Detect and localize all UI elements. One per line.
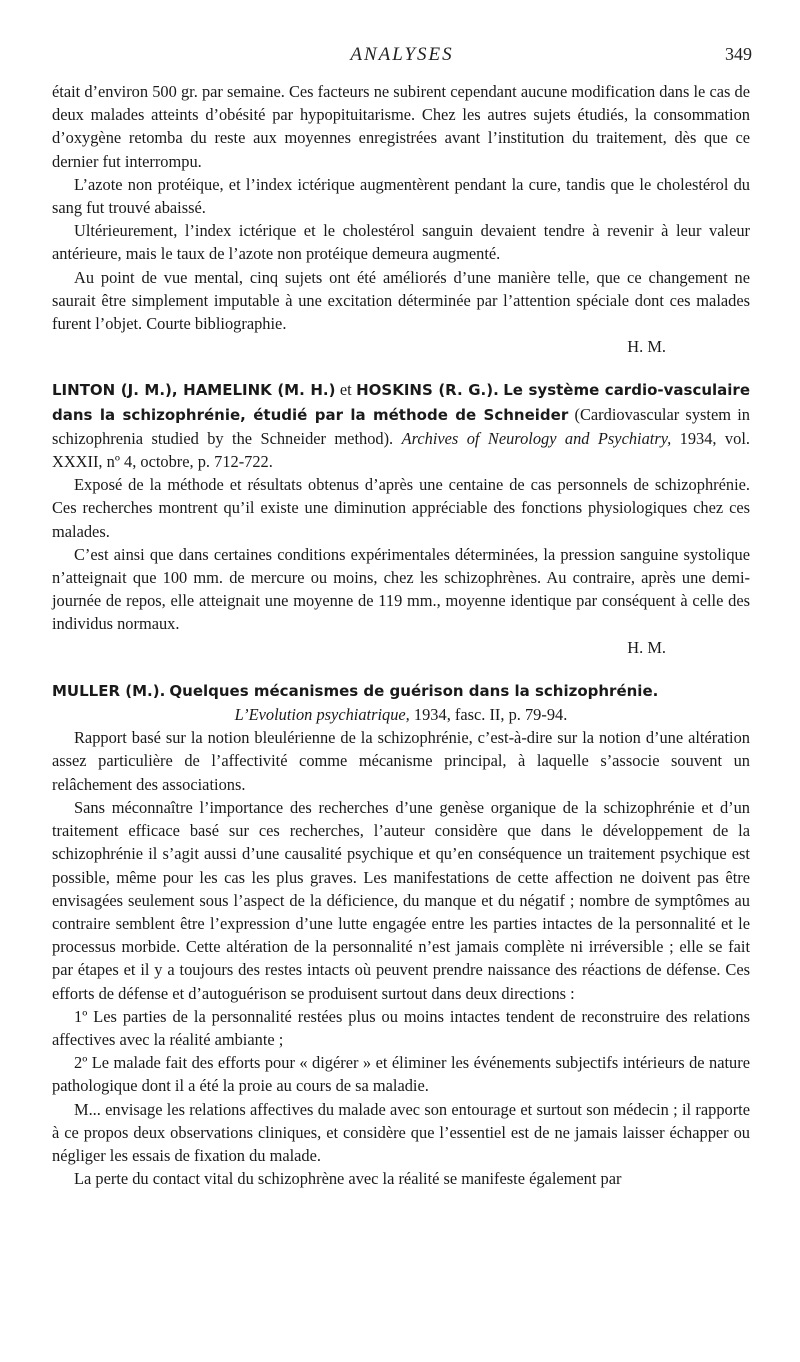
entry-paragraph-1: Exposé de la méthode et résultats obtenus d’après une centaine de cas personnels de schizophrénie. Ces recherches montrent qu’il existe une diminution appréciable des fonctions physiologiques chez ces malades.	[52, 475, 750, 541]
intro-signature: H. M.	[627, 337, 666, 357]
page-number: 349	[725, 44, 752, 64]
intro-paragraph-1: était d’environ 500 gr. par semaine. Ces facteurs ne subirent cependant aucune modification dans le cas de deux malades atteints d’obésité par hypopituitarisme. Chez les autres sujets étudiés, la consommation d’oxygène retomba du reste aux moyennes enregistrées avant l’institution du traitement, dès que ce dernier fut interrompu.	[52, 82, 750, 171]
entry-paragraph-4: 2º Le malade fait des efforts pour « digérer » et éliminer les événements subjectifs intérieurs de nature pathologique dont il a été la proie au cours de sa maladie.	[52, 1053, 750, 1096]
entry-paragraph-5: M... envisage les relations affectives du malade avec son entourage et surtout son médecin ; il rapporte à ce propos deux observations cliniques, et considère que l’essentiel est de ne jamais laisser échapper ou négliger les essais de fixation du malade.	[52, 1099, 750, 1165]
entry-signature: H. M.	[627, 637, 666, 657]
entry-authors-join: et	[335, 380, 357, 400]
entry-journal: Archives of Neurology and Psychiatry,	[401, 428, 672, 448]
intro-paragraph-2: L’azote non protéique, et l’index ictérique augmentèrent pendant la cure, tandis que le cholestérol du sang fut trouvé abaissé.	[52, 174, 750, 218]
review-entry-muller	[52, 679, 750, 1190]
entry-authors-a: LINTON (J. M.), HAMELINK (M. H.)	[52, 381, 336, 400]
entry-translation: (Cardiovascular system in schizophrenia studied by the Schneider method).	[52, 404, 750, 448]
page-body	[52, 80, 750, 1190]
entry-author: MULLER (M.).	[52, 681, 166, 700]
entry-authors-b: HOSKINS (R. G.).	[356, 381, 499, 400]
entry-heading	[52, 378, 750, 473]
entry-citation: 1934, vol. XXXII, nº 4, octobre, p. 712-722.	[52, 428, 750, 472]
entry-paragraph-1: Rapport basé sur la notion bleulérienne de la schizophrénie, c’est-à-dire sur la notion d’une altération assez particulière de l’affectivité comme mécanisme principal, à laquelle s’associe souvent un relâchement des associations.	[52, 728, 750, 794]
entry-paragraph-2: Sans méconnaître l’importance des recherches d’une genèse organique de la schizophrénie et d’un traitement efficace basé sur ces recherches, l’auteur considère que dans le développement de la schizophrénie il s’agit aussi d’une causalité psychique et qu’en conséquence un traitement psychique est possible, même pour les cas les plus graves. Les manifestations de cette affection ne doivent pas être envisagées seulement sous l’aspect de la déficience, du manque et du négatif ; nombre de symptômes au contraire semblent être l’expression d’une lutte engagée entre les parties intactes de la personnalité et le processus morbide. Cette altération de la personnalité n’est jamais complète ni irréversible ; elle se fait par étapes et il y a toujours des restes intacts où peuvent prendre naissance des réactions de défense. Ces efforts de défense et d’autoguérison se produisent surtout dans deux directions :	[52, 797, 750, 1003]
entry-citation: 1934, fasc. II, p. 79-94.	[413, 705, 568, 725]
page-header	[52, 44, 752, 74]
entry-heading	[52, 679, 750, 726]
entry-title: Quelques mécanismes de guérison dans la schizophrénie.	[169, 681, 659, 700]
intro-paragraph-4: Au point de vue mental, cinq sujets ont été améliorés d’une manière telle, que ce changement ne saurait être simplement imputable à une excitation déterminée par l’attention spéciale dont ces malades furent l’objet. Courte bibliographie.	[52, 267, 750, 334]
entry-journal: L’Evolution psychiatrique,	[234, 705, 410, 725]
entry-paragraph-2: C’est ainsi que dans certaines conditions expérimentales déterminées, la pression sanguine systolique n’atteignait que 100 mm. de mercure ou moins, chez les schizophrènes. Au contraire, après une demi-journée de repos, elle atteignait une moyenne de 119 mm., moyenne identique par conséquent à celle des individus normaux.	[52, 544, 750, 634]
review-entry-linton	[52, 378, 750, 658]
entry-title: Le système cardio-vasculaire dans la schizophrénie, étudié par la méthode de Schneider	[52, 381, 750, 424]
entry-paragraph-6: La perte du contact vital du schizophrène avec la réalité se manifeste également par	[74, 1169, 622, 1189]
running-title: ANALYSES	[350, 44, 454, 65]
entry-paragraph-3: 1º Les parties de la personnalité restées plus ou moins intactes tendent de reconstruire des relations affectives avec la réalité ambiante ;	[52, 1006, 750, 1049]
intro-paragraph-3: Ultérieurement, l’index ictérique et le cholestérol sanguin devaient tendre à revenir à leur valeur antérieure, mais le taux de l’azote non protéique demeura augmenté.	[52, 221, 750, 264]
